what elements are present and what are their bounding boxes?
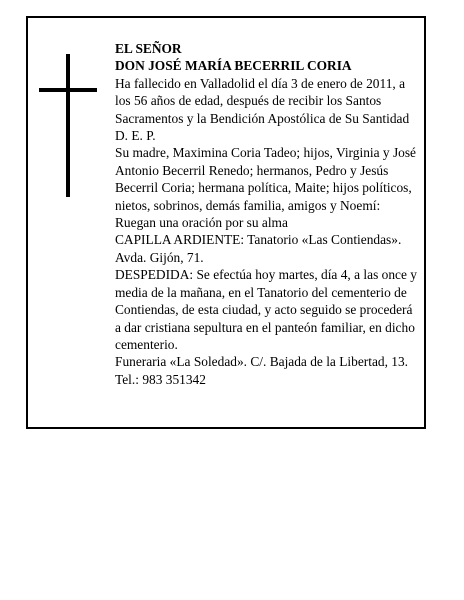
cross-vertical-bar xyxy=(66,54,70,197)
death-announcement: Ha fallecido en Valladolid el día 3 de enero de 2011, a los 56 años de edad, después de recibir los Santos Sacramentos y la Bendición Apostólica de Su Santidad D. E. P. xyxy=(115,75,410,144)
obituary-notice xyxy=(26,16,426,429)
prayer-request: Ruegan una oración por su alma xyxy=(115,215,288,231)
family-list: Su madre, Maximina Coria Tadeo; hijos, Virginia y José Antonio Becerril Renedo; hermanos, Pedro y Jesús Becerril Coria; hermana política, Maite; hijos políticos, nietos, sobrinos, demás familia, amigos y Noemí: xyxy=(115,145,416,213)
notice-text xyxy=(115,40,421,388)
farewell-info: DESPEDIDA: Se efectúa hoy martes, día 4, a las once y media de la mañana, en el Tanatorio del cementerio de Contiendas, de esta ciudad, y acto seguido se procederá a dar cristiana sepultura en el panteón familiar, en dicho cementerio. xyxy=(115,267,417,352)
cross-horizontal-bar xyxy=(39,88,97,92)
deceased-title: EL SEÑOR xyxy=(115,41,182,56)
chapel-info: CAPILLA ARDIENTE: Tanatorio «Las Contiendas». Avda. Gijón, 71. xyxy=(115,232,402,265)
funeral-home-info: Funeraria «La Soledad». C/. Bajada de la Libertad, 13. Tel.: 983 351342 xyxy=(115,354,409,387)
deceased-name: DON JOSÉ MARÍA BECERRIL CORIA xyxy=(115,58,352,74)
